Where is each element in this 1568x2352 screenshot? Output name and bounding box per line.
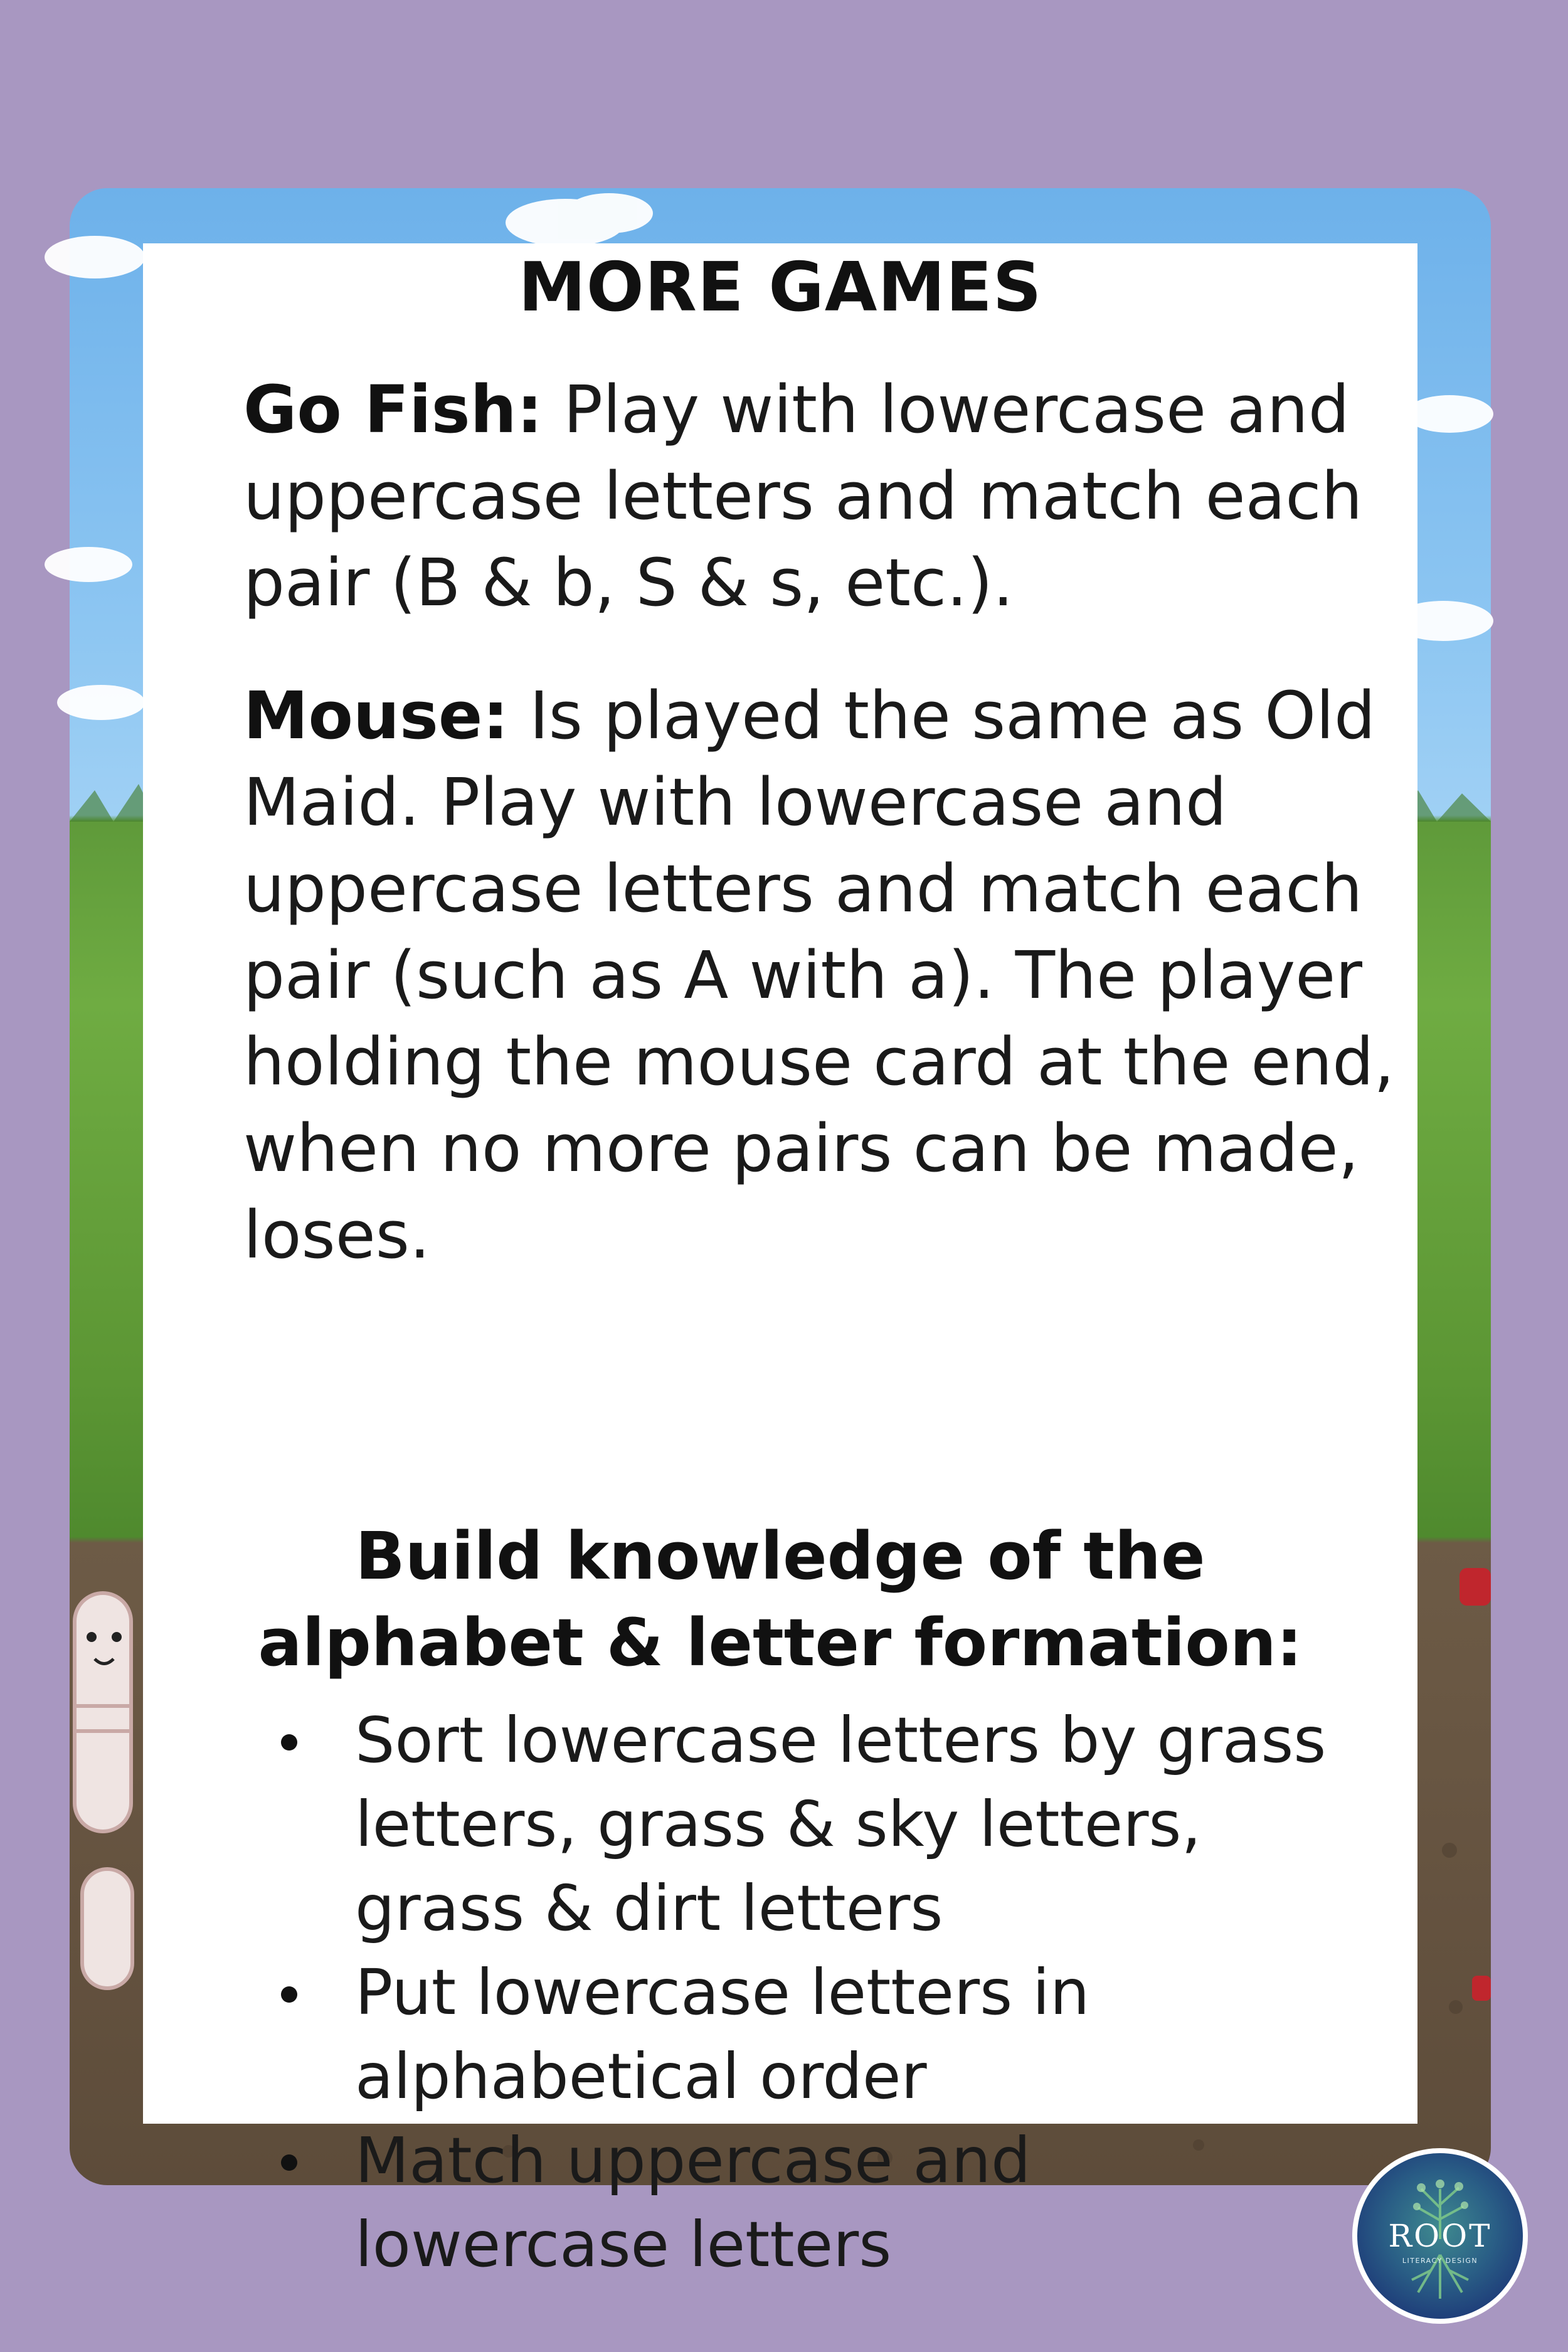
list-item-text: Sort lowercase letters by grass letters, grass & sky letters, grass & dirt letters (355, 1703, 1327, 1945)
bullet-icon (281, 1734, 297, 1751)
list-item-text: Put lowercase letters in alphabetical order (355, 1956, 1090, 2113)
list-item (355, 1698, 1359, 1951)
mouse-label: Mouse: (243, 677, 509, 754)
svg-text:ROOT: ROOT (1388, 2218, 1492, 2254)
activity-list (355, 1698, 1359, 2287)
game-card (70, 188, 1492, 2281)
section-heading-line-2: alphabet & letter formation: (258, 1604, 1303, 1681)
root-literacy-design-logo (1349, 2145, 1531, 2327)
mouse-paragraph (243, 672, 1466, 1278)
svg-text:LITERACY DESIGN: LITERACY DESIGN (1402, 2257, 1478, 2265)
bullet-icon (281, 1986, 297, 2003)
list-item (355, 1951, 1359, 2119)
list-item (355, 2119, 1359, 2287)
go-fish-paragraph (243, 366, 1466, 626)
go-fish-label: Go Fish: (243, 371, 543, 448)
card-title: MORE GAMES (518, 248, 1042, 327)
mouse-text: Is played the same as Old Maid. Play with lowercase and uppercase letters and match each pair (such as A with a). The player holding the mouse card at the end, when no more pairs can be made, loses. (243, 677, 1395, 1273)
list-item-text: Match uppercase and lowercase letters (355, 2124, 1031, 2281)
section-heading (70, 1513, 1491, 1686)
section-heading-line-1: Build knowledge of the (355, 1518, 1205, 1594)
bullet-icon (281, 2154, 297, 2171)
go-fish-text: Play with lowercase and uppercase letters and match each pair (B & b, S & s, etc.). (243, 371, 1363, 621)
